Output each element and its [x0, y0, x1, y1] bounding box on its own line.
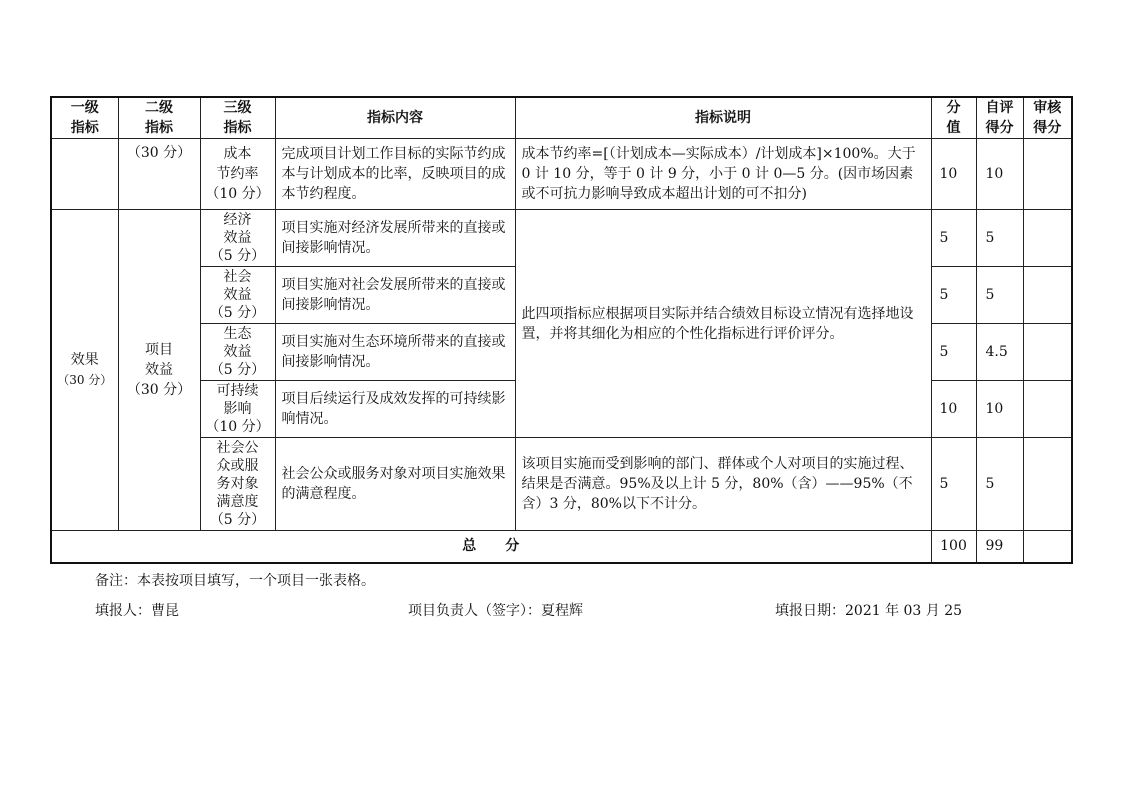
- cost-level1: [51, 139, 118, 210]
- table-row-cost: [51, 139, 1072, 210]
- satisfaction-self-score: 5: [976, 438, 1023, 531]
- social-content: 项目实施对社会发展所带来的直接或间接影响情况。: [275, 267, 515, 324]
- sustain-content: 项目后续运行及成效发挥的可持续影响情况。: [275, 381, 515, 438]
- total-audit-score: [1023, 531, 1072, 563]
- header-description: 指标说明: [515, 97, 931, 139]
- evaluation-table: [50, 96, 1073, 564]
- fill-date: 填报日期：2021 年 03 月 25: [775, 603, 963, 619]
- economic-audit-score: [1023, 210, 1072, 267]
- filler-name: 填报人：曹昆: [95, 603, 179, 619]
- sustain-self-score: 10: [976, 381, 1023, 438]
- table-row-economic: [51, 210, 1072, 267]
- effect-level2: 项目 效益 （30 分）: [118, 210, 200, 531]
- cost-level3: 成本 节约率 （10 分）: [200, 139, 275, 210]
- evaluation-sheet: [50, 96, 1073, 564]
- economic-level3: 经济 效益 （5 分）: [200, 210, 275, 267]
- satisfaction-score: 5: [931, 438, 976, 531]
- social-score: 5: [931, 267, 976, 324]
- footer-note: 备注：本表按项目填写，一个项目一张表格。: [95, 573, 375, 589]
- satisfaction-description: 该项目实施而受到影响的部门、群体或个人对项目的实施过程、结果是否满意。95%及以上计 5 分，80%（含）——95%（不含）3 分，80%以下不计分。: [515, 438, 931, 531]
- economic-self-score: 5: [976, 210, 1023, 267]
- cost-content: 完成项目计划工作目标的实际节约成本与计划成本的比率，反映项目的成本节约程度。: [275, 139, 515, 210]
- header-self-score: 自评 得分: [976, 97, 1023, 139]
- total-score: 100: [931, 531, 976, 563]
- header-level1: 一级 指标: [51, 97, 118, 139]
- satisfaction-audit-score: [1023, 438, 1072, 531]
- shared-description: 此四项指标应根据项目实际并结合绩效目标设立情况有选择地设置，并将其细化为相应的个性化指标进行评价评分。: [515, 210, 931, 438]
- cost-description: 成本节约率=[（计划成本—实际成本）/计划成本]×100%。大于 0 计 10 分，等于 0 计 9 分，小于 0 计 0—5 分。(因市场因素或不可抗力影响导致成本超出计划的可不扣分): [515, 139, 931, 210]
- total-self-score: 99: [976, 531, 1023, 563]
- ecological-self-score: 4.5: [976, 324, 1023, 381]
- ecological-audit-score: [1023, 324, 1072, 381]
- effect-level1: 效果 （30 分）: [51, 210, 118, 531]
- satisfaction-content: 社会公众或服务对象对项目实施效果的满意程度。: [275, 438, 515, 531]
- ecological-level3: 生态 效益 （5 分）: [200, 324, 275, 381]
- ecological-score: 5: [931, 324, 976, 381]
- economic-score: 5: [931, 210, 976, 267]
- header-audit-score: 审核 得分: [1023, 97, 1072, 139]
- header-score: 分 值: [931, 97, 976, 139]
- sustain-level3: 可持续 影响 （10 分）: [200, 381, 275, 438]
- header-content: 指标内容: [275, 97, 515, 139]
- ecological-content: 项目实施对生态环境所带来的直接或间接影响情况。: [275, 324, 515, 381]
- economic-content: 项目实施对经济发展所带来的直接或间接影响情况。: [275, 210, 515, 267]
- header-row: [51, 97, 1072, 139]
- header-level3: 三级 指标: [200, 97, 275, 139]
- social-audit-score: [1023, 267, 1072, 324]
- table-row-satisfaction: [51, 438, 1072, 531]
- cost-score: 10: [931, 139, 976, 210]
- sustain-score: 10: [931, 381, 976, 438]
- leader-signature: 项目负责人（签字）：夏程辉: [408, 603, 583, 619]
- header-level2: 二级 指标: [118, 97, 200, 139]
- satisfaction-level3: 社会公 众或服 务对象 满意度 （5 分）: [200, 438, 275, 531]
- table-row-total: [51, 531, 1072, 563]
- cost-audit-score: [1023, 139, 1072, 210]
- cost-level2: （30 分）: [118, 139, 200, 210]
- social-level3: 社会 效益 （5 分）: [200, 267, 275, 324]
- sustain-audit-score: [1023, 381, 1072, 438]
- social-self-score: 5: [976, 267, 1023, 324]
- cost-self-score: 10: [976, 139, 1023, 210]
- total-label: 总 分: [51, 531, 931, 563]
